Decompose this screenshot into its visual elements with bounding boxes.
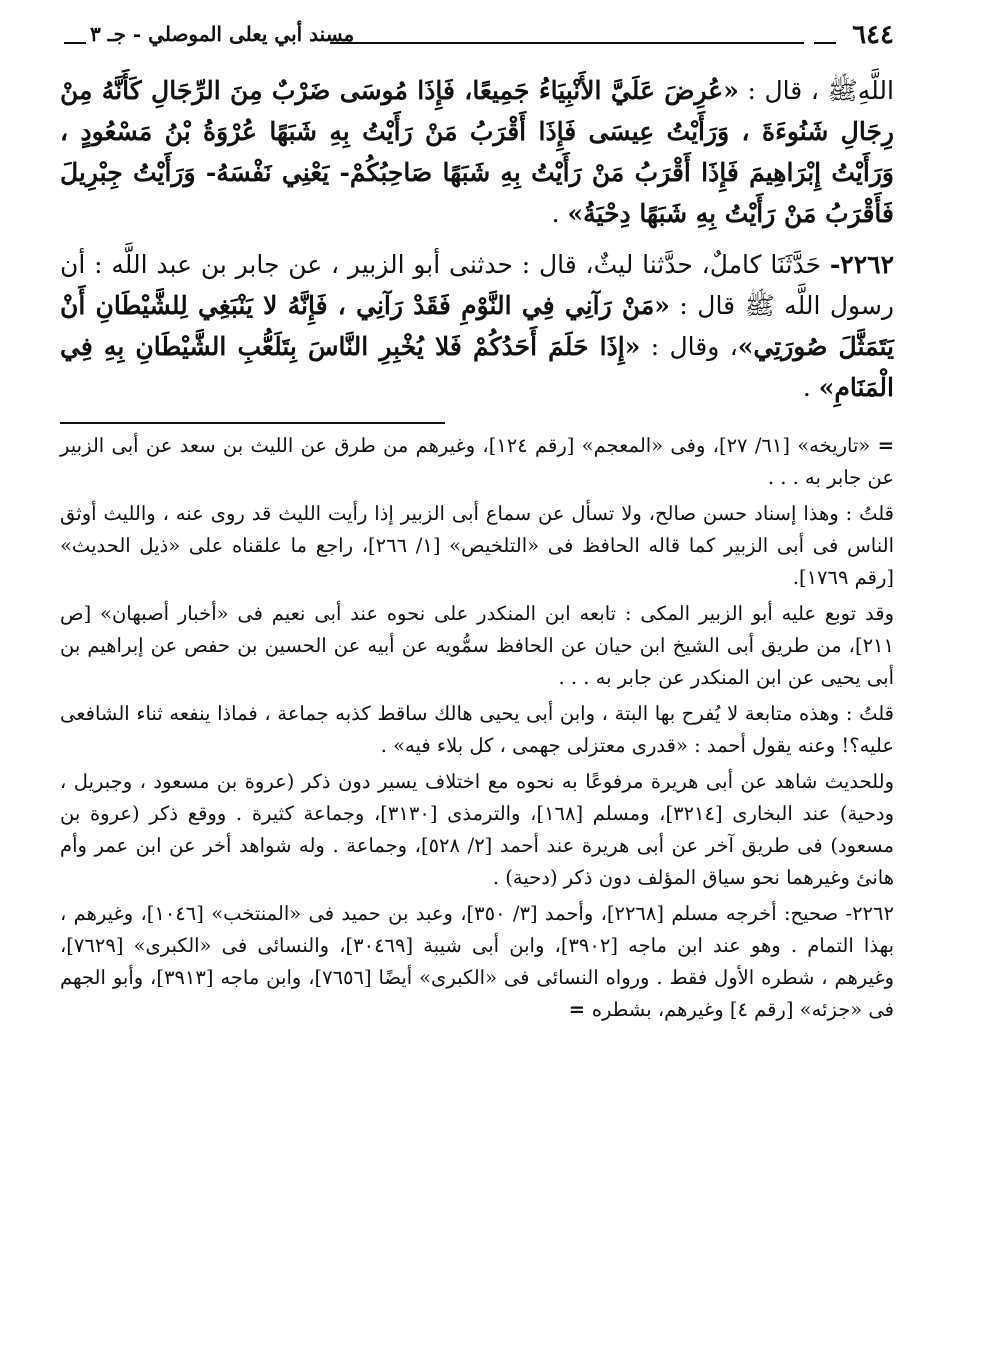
main-text	[60, 70, 894, 408]
header-rule	[330, 42, 804, 44]
footnote-paragraph: قلتُ : وهذا إسناد حسن صالح، ولا تسأل عن سماع أبى الزبير إذا رأيت الليث قد روى عنه ، والليث أوثق الناس فى أبى الزبير كما قاله الحافظ فى «التلخيص» [١/ ٢٦٦]، راجع ما علقناه على «ذيل الحديث» [رقم ١٧٦٩].	[60, 502, 895, 589]
header-dash-right	[814, 42, 836, 44]
footnote-paragraph: قلتُ : وهذه متابعة لا يُفرح بها البتة ، وابن أبى يحيى هالك ساقط كذبه جماعة ، فماذا ينفعه ثناء الشافعى عليه؟! وعنه يقول أحمد : «قدرى معتزلى جهمى ، كل بلاء فيه» .	[60, 702, 894, 757]
footnote-paragraph: وللحديث شاهد عن أبى هريرة مرفوعًا به نحوه مع اختلاف يسير دون ذكر (عروة بن مسعود ، وجبريل ، ودحية) عند البخارى [٣٢١٤]، ومسلم [١٦٨]، والترمذى [٣١٣٠]، وجماعة كثيرة . ووقع ذكر (عروة بن مسعود) فى طريق آخر عن أبى هريرة عند أحمد [٢/ ٥٢٨]، وجماعة . وله شواهد أخر عن ابن عمر وأم هانئ وغيرهما نحو سياق المؤلف دون ذكر (دحية) .	[60, 770, 894, 889]
page-header	[60, 20, 894, 60]
narration-text: .	[802, 373, 819, 402]
continuation-mark: =	[877, 434, 894, 457]
footnote-text: ٢٢٦٢- صحيح: أخرجه مسلم [٢٢٦٨]، وأحمد [٣/ ٣٥٠]، وعبد بن حميد فى «المنتخب» [١٠٤٦]، وغيرهم ، بهذا التمام . وهو عند ابن ماجه [٣٩٠٢]، وابن أبى شيبة [٣٠٤٦٩]، والنسائى فى «الكبرى» [٧٦٢٩]، وغيرهم ، شطره الأول فقط . ورواه النسائى فى «الكبرى» أيضًا [٧٦٥٦]، وابن ماجه [٣٩١٣]، وأبو الجهم فى «جزئه» [رقم ٤] وغيرهم، بشطره	[60, 902, 895, 1021]
narration-text: .	[551, 199, 568, 228]
footnote-separator	[60, 422, 445, 424]
page-number: ٦٤٤	[852, 20, 894, 50]
narration-text: اللَّهِﷺ ، قال :	[738, 76, 894, 105]
footnote-paragraph: وقد توبع عليه أبو الزبير المكى : تابعه ابن المنكدر على نحوه عند أبى نعيم فى «أخبار أصبهان» [ص ٢١١]، من طريق أبى الشيخ ابن حيان عن الحافظ سمُّويه عن أبيه عن الحسين بن حفص عن إبراهيم بن أبى يحيى عن ابن المنكدر عن جابر به . . .	[60, 602, 894, 689]
isnad-text: حَدَّثَنَا كاملٌ، حدَّثنا ليثٌ، قال : حدثنى أبو الزبير ، عن جابر بن عبد اللَّه : أن رسول اللَّه ﷺ قال :	[60, 250, 894, 320]
running-title: مسند أبي يعلى الموصلي - جـ ٣	[90, 22, 355, 46]
prophetic-saying: «عُرِضَ عَلَيَّ الأَنْبِيَاءُ جَمِيعًا، فَإِذَا مُوسَى ضَرْبٌ مِنَ الرِّجَالِ كَأَنَّهُ مِنْ رِجَالِ شَنُوءَةَ ، وَرَأَيْتُ عِيسَى فَإِذَا أَقْرَبُ مَنْ رَأَيْتُ بِهِ شَبَهًا عُرْوَةُ بْنُ مَسْعُودٍ ، وَرَأَيْتُ إِبْرَاهِيمَ فَإِذَا أَقْرَبُ مَنْ رَأَيْتُ بِهِ شَبَهًا صَاحِبُكُمْ- يَعْنِي نَفْسَهُ- وَرَأَيْتُ جِبْرِيلَ فَأَقْرَبُ مَنْ رَأَيْتُ بِهِ شَبَهًا دِحْيَةُ»	[60, 76, 894, 228]
prophetic-saying: «إِذَا حَلَمَ أَحَدُكُمْ فَلا يُخْبِرِ النَّاسَ بِتَلَعُّبِ الشَّيْطَانِ بِهِ فِي الْمَنَامِ»	[60, 332, 894, 402]
hadith-continuation	[60, 70, 894, 234]
hadith-number: ٢٢٦٢-	[829, 250, 894, 279]
prophetic-saying: «مَنْ رَآنِي فِي النَّوْمِ فَقَدْ رَآنِي ، فَإِنَّهُ لا يَنْبَغِي لِلشَّيْطَانِ أَنْ يَتَمَثَّلَ صُورَتِي»	[60, 291, 894, 361]
footnotes	[60, 430, 894, 1026]
continuation-mark: =	[568, 998, 592, 1021]
footnote-paragraph	[60, 430, 894, 494]
page	[60, 20, 894, 1347]
narration-text: ، وقال :	[640, 332, 738, 361]
footnote-text: «تاريخه» [٦١/ ٢٧]، وفى «المعجم» [رقم ١٢٤]، وغيرهم من طرق عن الليث بن سعد عن أبى الزبير عن جابر به . . .	[60, 434, 894, 489]
header-dash-left	[64, 42, 86, 44]
hadith-2262	[60, 244, 894, 408]
footnote-paragraph	[60, 898, 894, 1026]
